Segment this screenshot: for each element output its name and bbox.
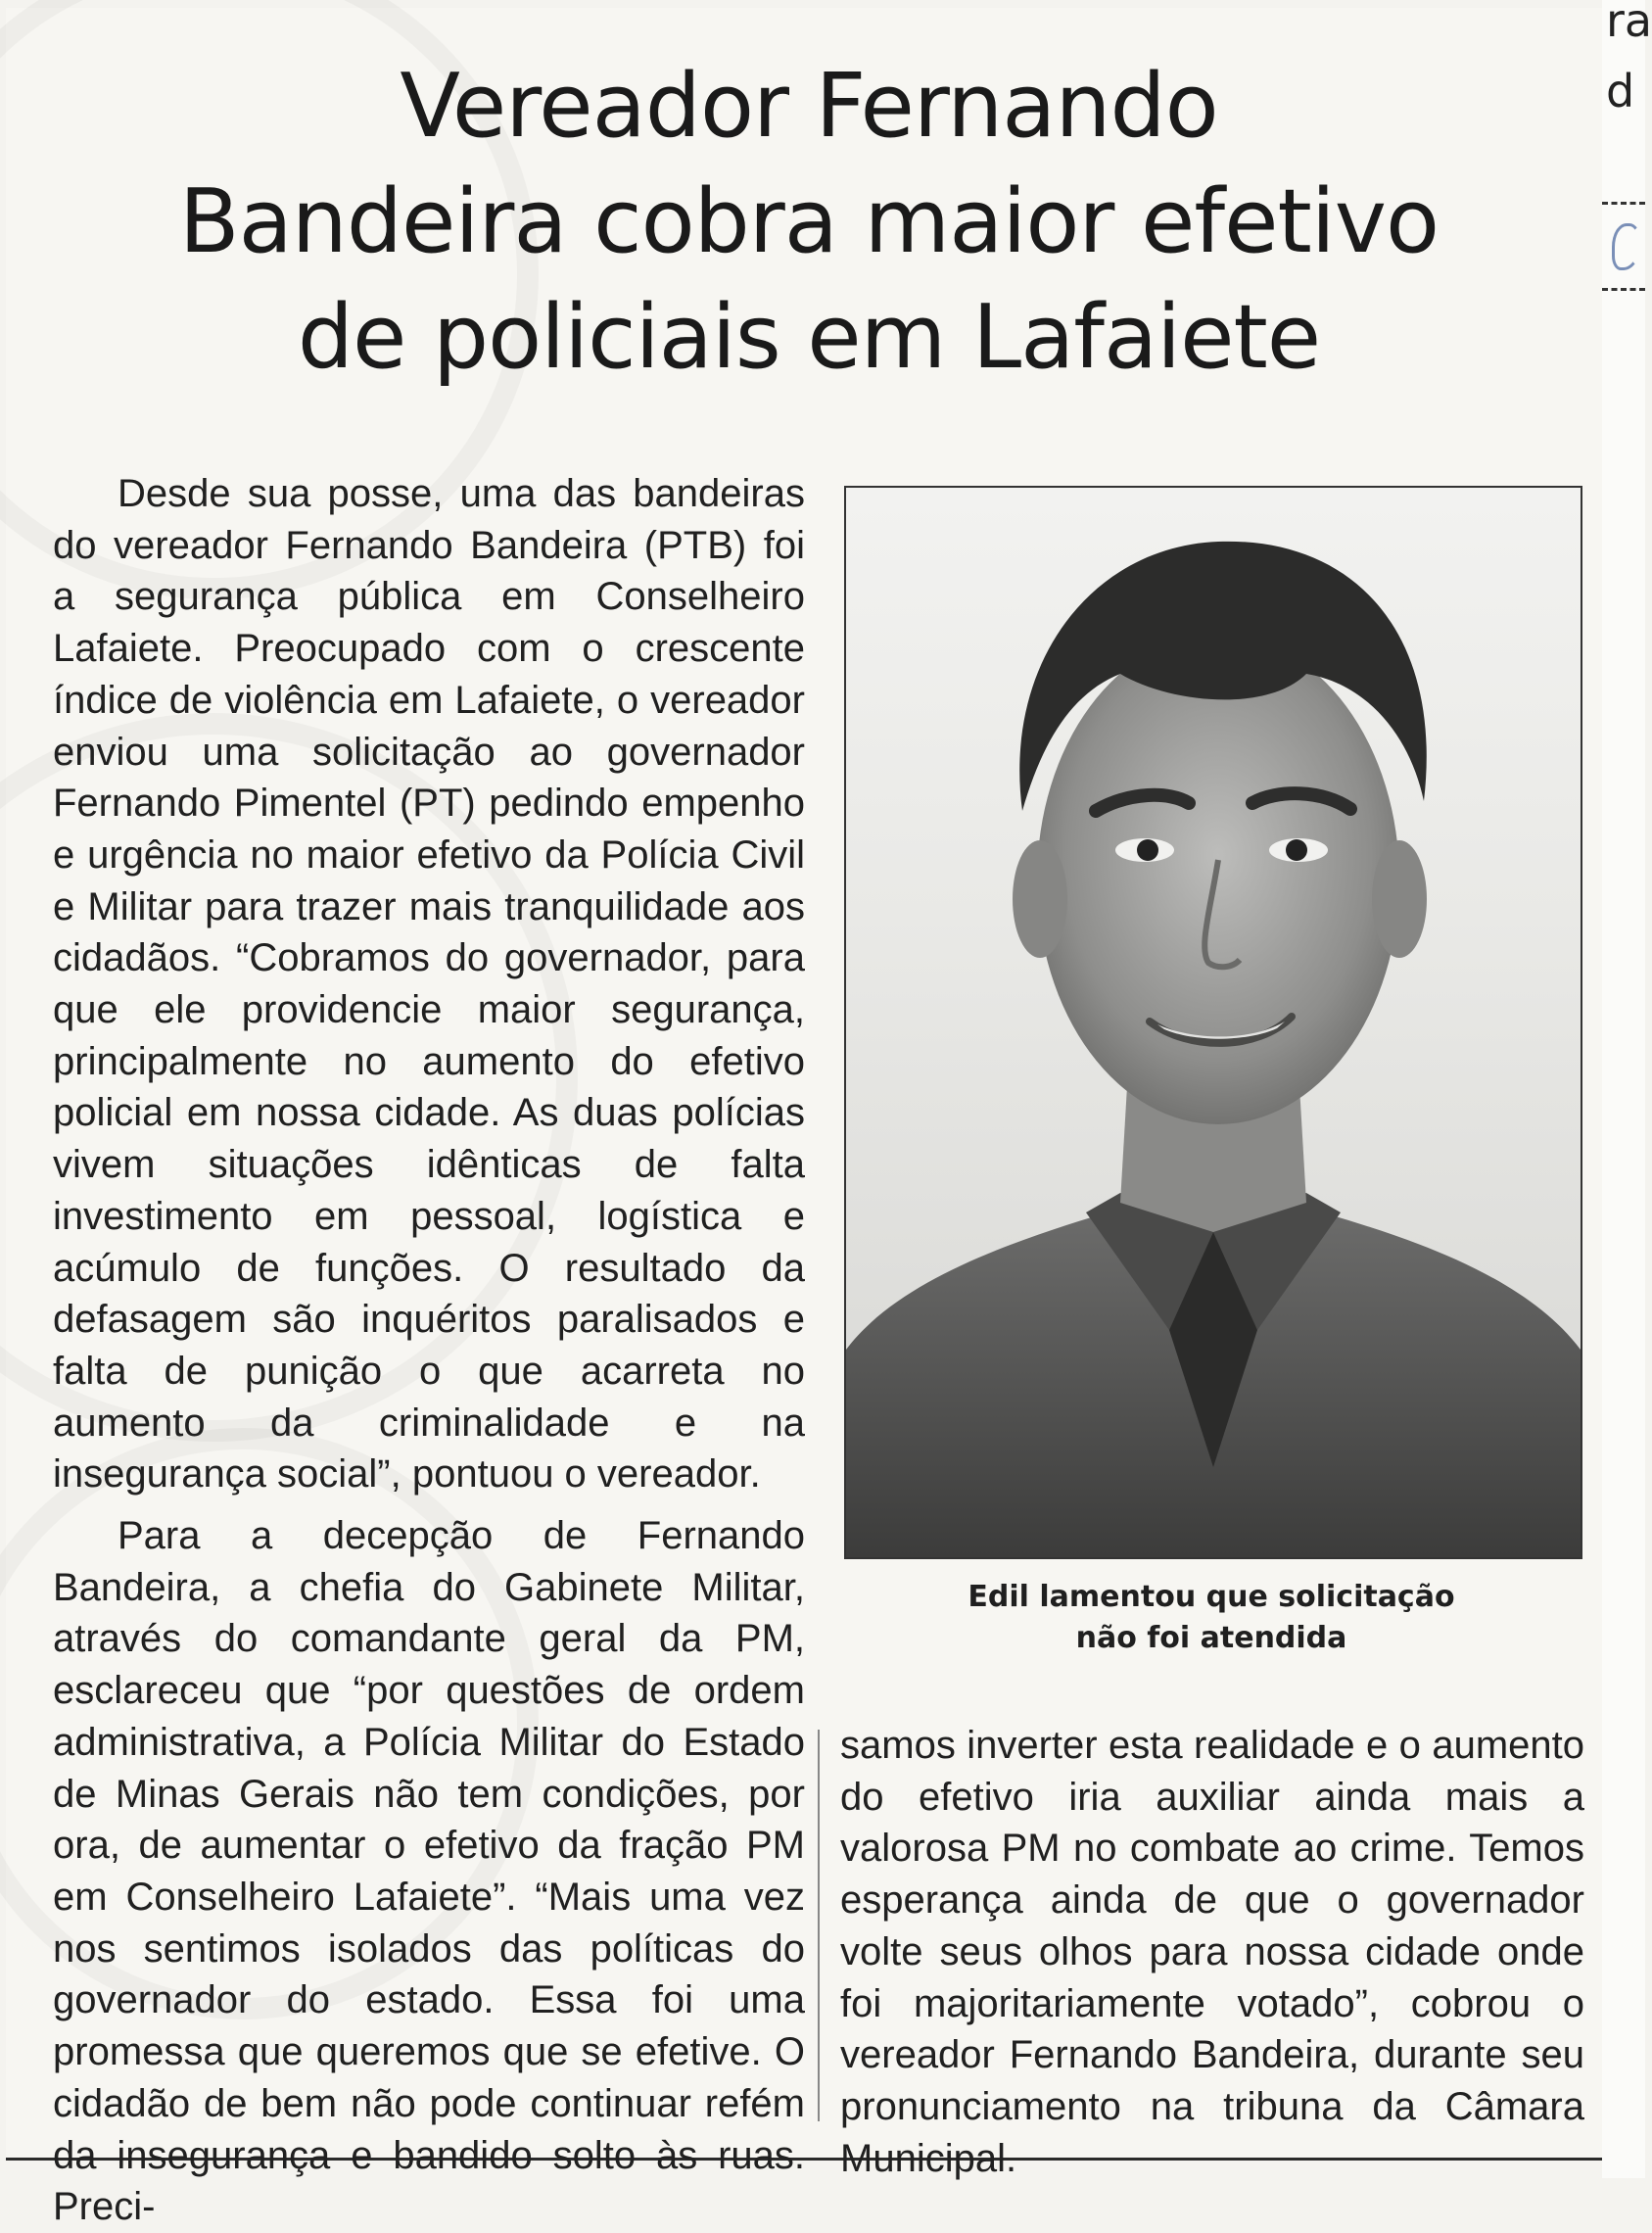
portrait-illustration [846, 488, 1581, 1557]
pen-mark [1612, 223, 1641, 270]
caption-line: não foi atendida [1075, 1621, 1347, 1655]
dashed-rule [1602, 288, 1645, 291]
column-divider [818, 1730, 820, 2121]
portrait-photo [844, 486, 1582, 1559]
left-column [53, 468, 805, 2233]
adjacent-text-fragment: d [1606, 65, 1635, 118]
body-paragraph: samos inverter esta realidade e o aumento do efetivo iria auxiliar ainda mais a valorosa PM no combate ao crime. Temos esperança ainda de que o governador volte seus olhos para nossa cidade onde foi majoritariamente votado”, cobrou o vereador Fernando Bandeira, durante seu pronunciamento na tribuna da Câmara Municipal. [840, 1724, 1584, 2180]
headline-line: Vereador Fernando [400, 55, 1218, 158]
photo-caption [844, 1577, 1579, 1659]
headline-line: Bandeira cobra maior efetivo [178, 170, 1440, 273]
right-column [840, 1720, 1584, 2184]
caption-line: Edil lamentou que solicitação [968, 1580, 1455, 1614]
dashed-rule [1602, 202, 1645, 205]
headline-line: de policiais em Lafaiete [297, 286, 1321, 389]
newspaper-clipping [6, 8, 1605, 2229]
adjacent-text-fragment: ra [1606, 0, 1652, 47]
adjacent-clipping-edge [1602, 0, 1652, 2178]
body-paragraph: Desde sua posse, uma das bandeiras do vereador Fernando Bandeira (PTB) foi a segurança pública em Conselheiro Lafaiete. Preocupado com o crescente índice de violência em Lafaiete, o vereador enviou uma solicitação ao governador Fernando Pimentel (PT) pedindo empenho e urgência no maior efetivo da Polícia Civil e Militar para trazer mais tranquilidade aos cidadãos. “Cobramos do governador, para que ele providencie maior segurança, principalmente no aumento do efetivo policial em nossa cidade. As duas polícias vivem situações idênticas de falta investimento em pessoal, logística e acúmulo de funções. O resultado da defasagem são inquéritos paralisados e falta de punição o que acarreta no aumento da criminalidade e na insegurança social”, pontuou o vereador. [53, 472, 805, 1497]
headline [45, 49, 1573, 396]
body-paragraph: Para a decepção de Fernando Bandeira, a chefia do Gabinete Militar, através do comandante geral da PM, esclareceu que “por questões de ordem administrativa, a Polícia Militar do Estado de Minas Gerais não tem condições, por ora, de aumentar o efetivo da fração PM em Conselheiro Lafaiete”. “Mais uma vez nos sentimos isolados das políticas do governador do estado. Essa foi uma promessa que queremos que se efetive. O cidadão de bem não pode continuar refém da insegurança e bandido solto às ruas. Preci- [53, 1514, 805, 2229]
